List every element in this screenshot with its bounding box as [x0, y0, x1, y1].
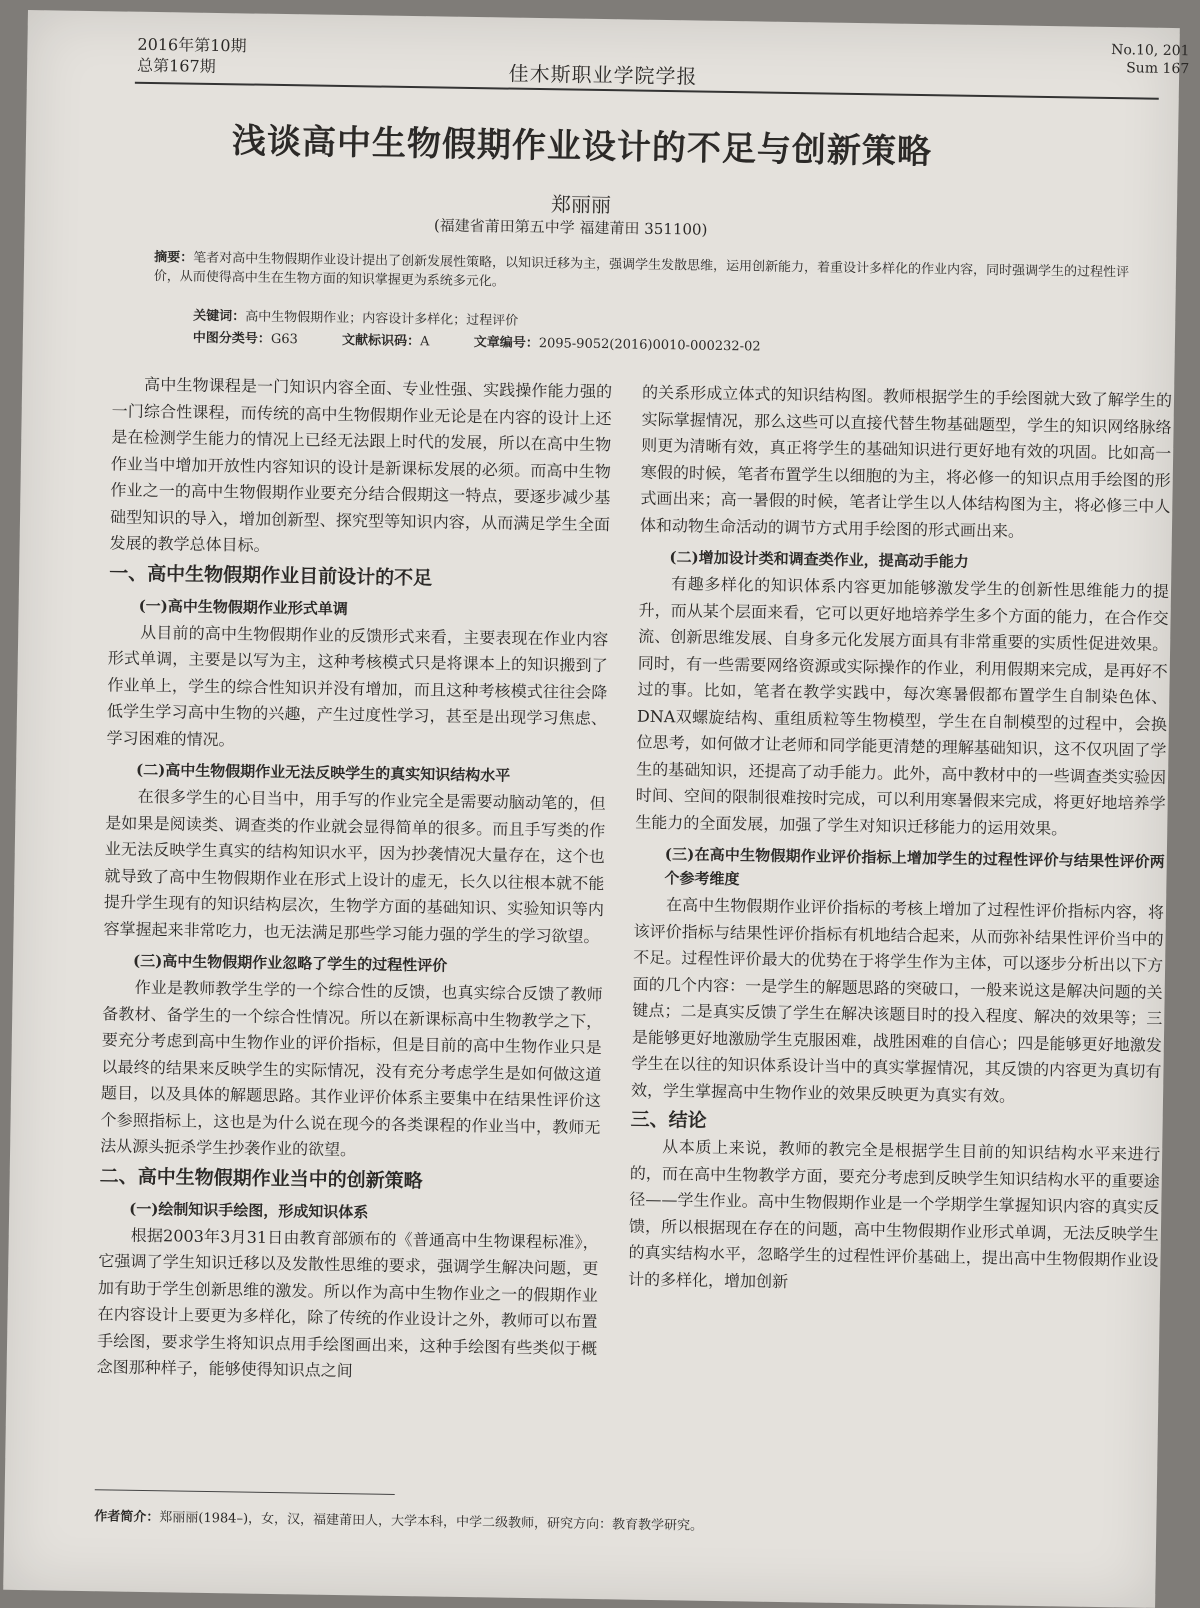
section-heading-3: 三、结论	[630, 1108, 707, 1132]
paragraph-2-1-cont: 的关系形成立体式的知识结构图。教师根据学生的手绘图就大致了解学生的实际掌握情况，那么这些可以直接代替生物基础题型，学生的知识网络脉络则更为清晰有效，真正将学生的基础知识进行更好地有效的巩固。比如高一寒假的时候，笔者布置学生以细胞的为主，将必修一的知识点用手绘图的形式画出来；高一暑假的时候，笔者让学生以人体结构图为主，将必修三中人体和动物生命活动的调节方式用手绘图的形式画出来。	[639, 382, 1173, 541]
article-no-value: 2095-9052(2016)0010-000232-02	[538, 336, 761, 355]
journal-page	[3, 10, 1190, 1608]
subsection-heading-1-2: (二)高中生物假期作业无法反映学生的真实知识结构水平	[135, 760, 511, 785]
subsection-heading-1-1: (一)高中生物假期作业形式单调	[138, 596, 348, 618]
subsection-heading-2-1: (一)绘制知识手绘图，形成知识体系	[129, 1199, 369, 1221]
subsection-heading-2-2: (二)增加设计类和调查类作业，提高动手能力	[669, 548, 969, 571]
left-column	[96, 371, 612, 1388]
keywords-label: 关键词：	[193, 308, 246, 325]
author-affiliation: (福建省莆田第五中学 福建莆田 351100)	[433, 216, 708, 239]
issue-number-en: No.10, 201	[1111, 42, 1190, 60]
clc-value: G63	[270, 331, 298, 348]
footnote-label: 作者简介：	[94, 1509, 160, 1526]
author-name: 郑丽丽	[550, 192, 612, 218]
doc-code-value: A	[419, 334, 430, 350]
article-no-label: 文章编号：	[473, 335, 539, 352]
issue-info-right	[1111, 41, 1190, 78]
doc-code-label: 文献标识码：	[341, 332, 421, 350]
keywords-text: 高中生物假期作业；内容设计多样化；过程评价	[245, 309, 519, 329]
abstract-label: 摘要：	[154, 250, 194, 266]
abstract-text: 笔者对高中生物假期作业设计提出了创新发展性策略，以知识迁移为主，强调学生发散思维，运用创新能力，着重设计多样化的作业内容，同时强调学生的过程性评价，从而使得高中生在生物方面的知识掌握更为系统多元化。	[153, 250, 1130, 290]
journal-name: 佳木斯职业学院学报	[508, 61, 698, 89]
paragraph-3: 从本质上来说，教师的教完全是根据学生目前的知识结构水平来进行的，而在高中生物教学方面，要充分考虑到反映学生知识结构水平的重要途径——学生作业。高中生物假期作业是一个学期学生掌握知识内容的真实反馈，所以根据现在存在的问题，高中生物假期作业形式单调，无法反映学生的真实结构水平，忽略学生的过程性评价基础上，提出高中生物假期作业设计的多样化，增加创新	[627, 1137, 1161, 1291]
issue-total: 总第167期	[136, 55, 216, 76]
intro-paragraph: 高中生物课程是一门知识内容全面、专业性强、实践操作能力强的一门综合性课程，而传统的高中生物假期作业无论是在内容的设计上还是在检测学生能力的情况上已经无法跟上时代的发展，所以在高中生物作业当中增加开放性内容知识的设计是新课标发展的必须。而高中生物作业之一的高中生物假期作业要充分结合假期这一特点，要逐步减少基础型知识的导入，增加创新型、探究型等知识内容，从而满足学生全面发展的教学总体目标。	[109, 374, 613, 555]
paragraph-2-2: 有趣多样化的知识体系内容更加能够激发学生的创新性思维能力的提升，而从某个层面来看，它可以更好地培养学生多个方面的能力，在合作交流、创新思维发展、自身多元化发展方面具有非常重要的实质性促进效果。同时，有一些需要网络资源或实际操作的作业，利用假期来完成，是再好不过的事。比如，笔者在教学实践中，每次寒暑假都布置学生自制染色体、DNA双螺旋结构、重组质粒等生物模型，学生在自制模型的过程中，会换位思考，如何做才让老师和同学能更清楚的理解基础知识，这不仅巩固了学生的基础知识，还提高了动手能力。此外，高中教材中的一些调查类实验因时间、空间的限制很难按时完成，可以利用寒暑假来完成，将更好地培养学生能力的全面发展，加强了学生对知识迁移能力的运用效果。	[635, 574, 1170, 838]
paragraph-2-3: 在高中生物假期作业评价指标的考核上增加了过程性评价指标内容，将该评价指标与结果性评价指标有机地结合起来，从而弥补结果性评价当中的不足。过程性评价最大的优势在于将学生作为主体，可以逐步分析出以下方面的几个内容：一是学生的解题思路的突破口，一般来说这是解决问题的关键点；二是真实反馈了学生在解决该题目时的投入程度、解决的效果等；三是能够更好地激励学生克服困难，战胜困难的自信心；四是能够更好地激发学生在以往的知识体系设计当中的真实掌握情况，其反馈的内容更为真切有效，学生掌握高中生物作业的效果反映更为真实有效。	[630, 895, 1165, 1106]
section-heading-2: 二、高中生物假期作业当中的创新策略	[99, 1164, 423, 1192]
section-heading-1: 一、高中生物假期作业目前设计的不足	[108, 561, 433, 589]
article-title: 浅谈高中生物假期作业设计的不足与创新策略	[231, 121, 933, 173]
right-column	[628, 380, 1172, 1301]
issue-sum-en: Sum 167	[1126, 60, 1190, 78]
paragraph-1-2: 在很多学生的心目当中，用手写的作业完全是需要动脑动笔的，但是如果是阅读类、调查类的作业就会显得简单的很多。而且手写类的作业无法反映学生真实的结构知识水平，因为抄袭情况大量存在，这个也就导致了高中生物假期作业在形式上设计的虚无，长久以往根本就不能提升学生现有的知识结构层次，生物学方面的基础知识、实验知识等内容掌握起来非常吃力，也无法满足那些学习能力强的学生的学习欲望。	[103, 786, 606, 946]
issue-number: 2016年第10期	[137, 34, 247, 56]
paragraph-1-1: 从目前的高中生物假期作业的反馈形式来看，主要表现在作业内容形式单调，主要是以写为主，这种考核模式只是将课本上的知识搬到了作业单上，学生的综合性知识并没有增加，而且这种考核模式往往会降低学生学习高中生物的兴趣，产生过度性学习，甚至是出现学习焦虑、学习困难的情况。	[106, 622, 609, 749]
footnote-text: 郑丽丽(1984–)，女，汉，福建莆田人，大学本科，中学二级教师，研究方向：教育教学研究。	[159, 1510, 704, 1534]
paragraph-1-3: 作业是教师教学生学的一个综合性的反馈，也真实综合反馈了教师备教材、备学生的一个综合性情况。所以在新课标高中生物教学之下，要充分考虑到高中生物作业的评价指标，但是目前的高中生物作业只是以最终的结果来反映学生的实际情况，没有充分考虑学生是如何做这道题目，以及具体的解题思路。其作业评价体系主要集中在结果性评价这个参照指标上，这也是为什么说在现今的各类课程的作业当中，教师无法从源头扼杀学生抄袭作业的欲望。	[100, 977, 603, 1160]
subsection-heading-2-3: (三)在高中生物假期作业评价指标上增加学生的过程性评价与结果性评价两个参考维度	[664, 845, 1165, 889]
footnote-divider	[95, 1489, 395, 1495]
paragraph-2-1: 根据2003年3月31日由教育部颁布的《普通高中生物课程标准》，它强调了学生知识迁移以及发散性思维的要求，强调学生解决问题，更加有助于学生创新思维的激发。所以作为高中生物作业之一的假期作业在内容设计上要更为多样化，除了传统的作业设计之外，教师可以布置手绘图，要求学生将知识点用手绘图画出来，这种手绘图有些类似于概念图那种样子，能够使得知识点之间	[96, 1225, 599, 1381]
subsection-heading-1-3: (三)高中生物假期作业忽略了学生的过程性评价	[132, 951, 448, 975]
abstract	[154, 248, 1136, 301]
author-bio-footnote	[94, 1505, 1126, 1540]
clc-label: 中图分类号：	[192, 330, 271, 347]
